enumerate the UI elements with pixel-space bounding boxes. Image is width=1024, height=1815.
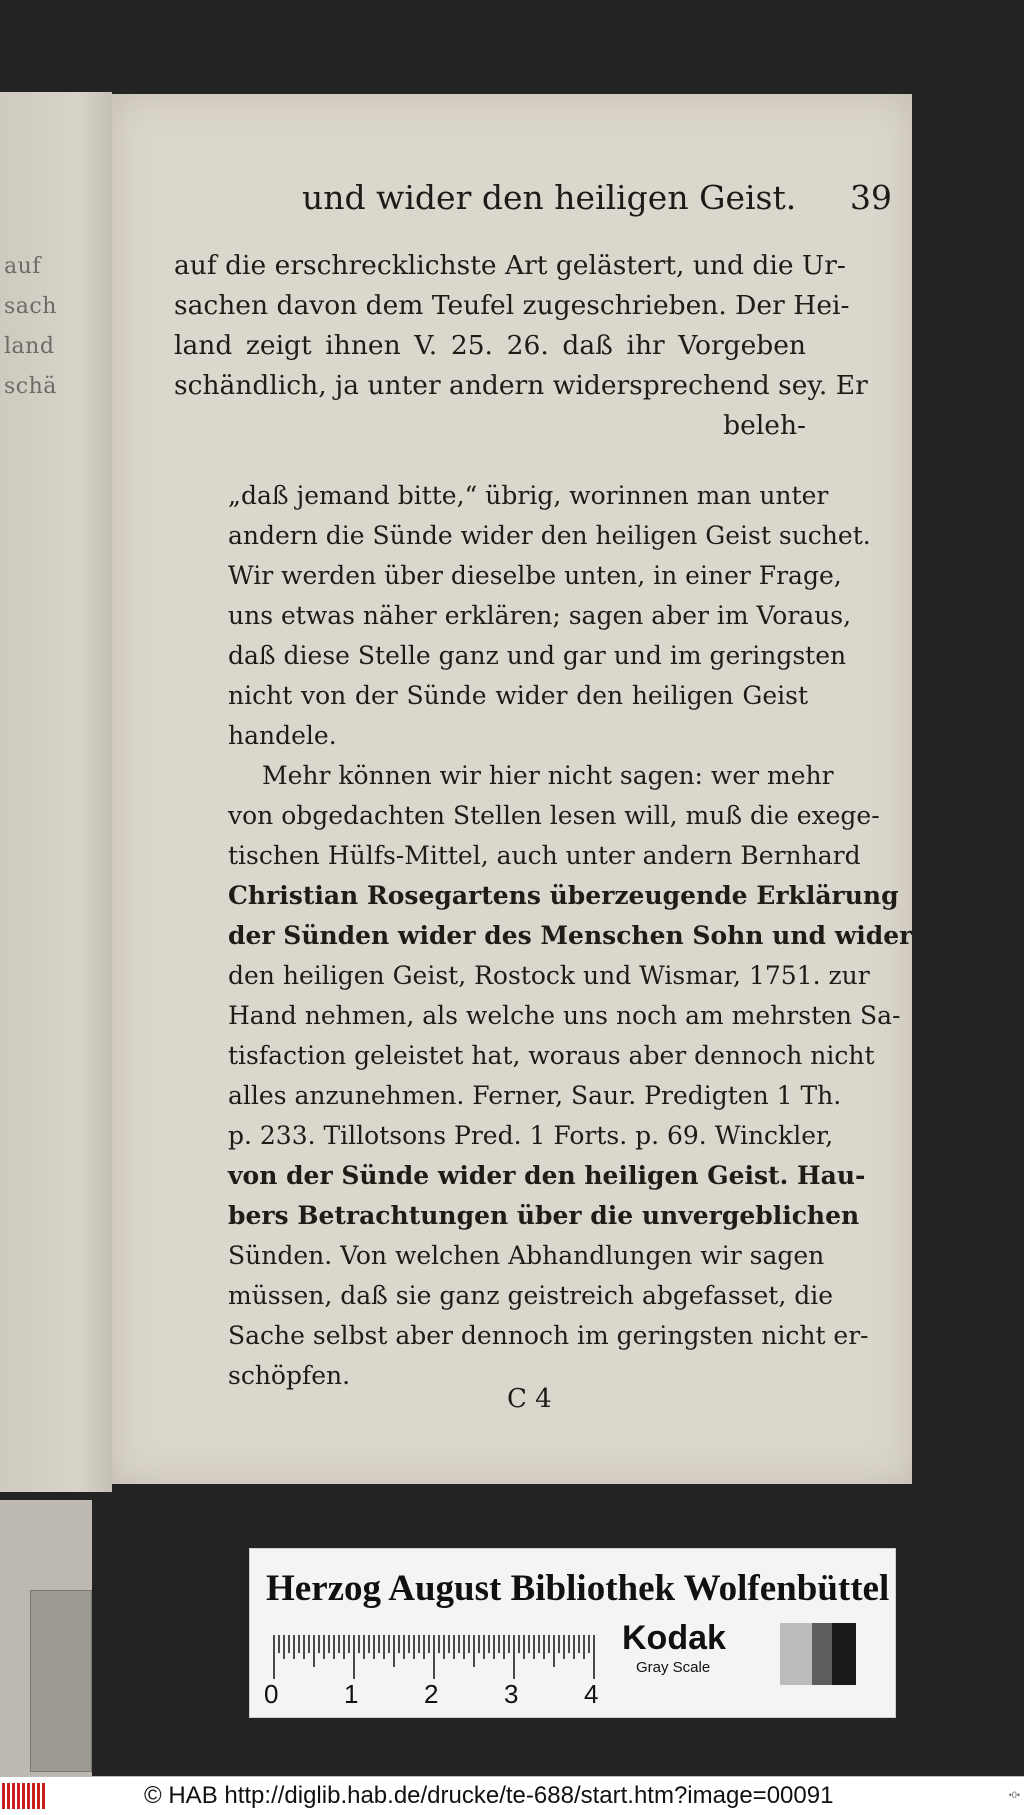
note-line: alles anzunehmen. Ferner, Saur. Predigten 1 Th. — [228, 1081, 842, 1110]
note-line: handele. — [228, 721, 337, 750]
ruler-number: 4 — [584, 1679, 599, 1709]
ruler-number: 1 — [344, 1679, 359, 1709]
note-line: uns etwas näher erklären; sagen aber im Voraus, — [228, 601, 852, 630]
note-line: Sache selbst aber dennoch im geringsten nicht er- — [228, 1321, 869, 1350]
note-line: tisfaction geleistet hat, woraus aber dennoch nicht — [228, 1041, 875, 1070]
footer-bar — [0, 1776, 1024, 1815]
note-line: nicht von der Sünde wider den heiligen Geist — [228, 681, 808, 710]
left-page-fragment: sach — [4, 294, 57, 319]
note-line: tischen Hülfs-Mittel, auch unter andern Bernhard — [228, 841, 861, 870]
note-line: von der Sünde wider den heiligen Geist. Hau- — [228, 1161, 866, 1190]
main-text — [174, 246, 868, 446]
ruler-number: 0 — [264, 1679, 279, 1709]
source-url[interactable]: © HAB http://diglib.hab.de/drucke/te-688/start.htm?image=00091 — [144, 1782, 834, 1809]
left-book-label — [30, 1590, 92, 1772]
running-head-title: und wider den heiligen Geist. — [302, 178, 797, 217]
hab-logo-icon — [2, 1783, 46, 1809]
left-page — [0, 92, 112, 1492]
note-line: Mehr können wir hier nicht sagen: wer mehr — [262, 761, 834, 790]
kodak-brand: Kodak — [622, 1619, 726, 1657]
library-name: Herzog August Bibliothek Wolfenbüttel — [266, 1568, 890, 1609]
note-line: bers Betrachtungen über die unvergeblichen — [228, 1201, 860, 1230]
signature-mark: C 4 — [507, 1384, 552, 1414]
note-line: müssen, daß sie ganz geistreich abgefasset, die — [228, 1281, 834, 1310]
text-line: schändlich, ja unter andern widersprechend sey. Er — [174, 370, 868, 401]
text-line: sachen davon dem Teufel zugeschrieben. Der Hei- — [174, 290, 850, 321]
note-line: Sünden. Von welchen Abhandlungen wir sagen — [228, 1241, 825, 1270]
note-line: den heiligen Geist, Rostock und Wismar, 1751. zur — [228, 961, 870, 990]
note-line: „daß jemand bitte,“ übrig, worinnen man unter — [228, 481, 829, 510]
text-line: land zeigt ihnen V. 25. 26. daß ihr Vorgeben — [174, 330, 806, 361]
ruler-icon — [270, 1633, 600, 1679]
book-page — [112, 94, 912, 1484]
left-page-fragment: auf — [4, 254, 41, 279]
gray-swatch-mid — [812, 1623, 832, 1685]
note-line: p. 233. Tillotsons Pred. 1 Forts. p. 69. Winckler, — [228, 1121, 834, 1150]
library-color-card — [249, 1548, 896, 1718]
note-line: Hand nehmen, als welche uns noch am mehrsten Sa- — [228, 1001, 901, 1030]
page-number: 39 — [850, 178, 892, 217]
footnote-text — [228, 476, 913, 1396]
ruler-number: 2 — [424, 1679, 439, 1709]
gray-swatch-dark — [832, 1623, 856, 1685]
text-line: auf die erschrecklichste Art gelästert, und die Ur- — [174, 250, 846, 281]
note-line: schöpfen. — [228, 1361, 351, 1390]
footer-corner-mark: •0• — [1008, 1790, 1020, 1800]
note-line: andern die Sünde wider den heiligen Geist suchet. — [228, 521, 871, 550]
catchword: beleh- — [723, 410, 806, 441]
ruler-number: 3 — [504, 1679, 519, 1709]
left-page-fragment: schä — [4, 374, 57, 399]
left-page-fragment: land — [4, 334, 55, 359]
gray-swatch-light — [780, 1623, 812, 1685]
gray-scale-label: Gray Scale — [636, 1659, 711, 1676]
note-line: Christian Rosegartens überzeugende Erklärung — [228, 881, 899, 910]
note-line: der Sünden wider des Menschen Sohn und wider — [228, 921, 913, 950]
note-line: daß diese Stelle ganz und gar und im geringsten — [228, 641, 847, 670]
note-line: von obgedachten Stellen lesen will, muß die exege- — [228, 801, 880, 830]
note-line: Wir werden über dieselbe unten, in einer Frage, — [228, 561, 842, 590]
